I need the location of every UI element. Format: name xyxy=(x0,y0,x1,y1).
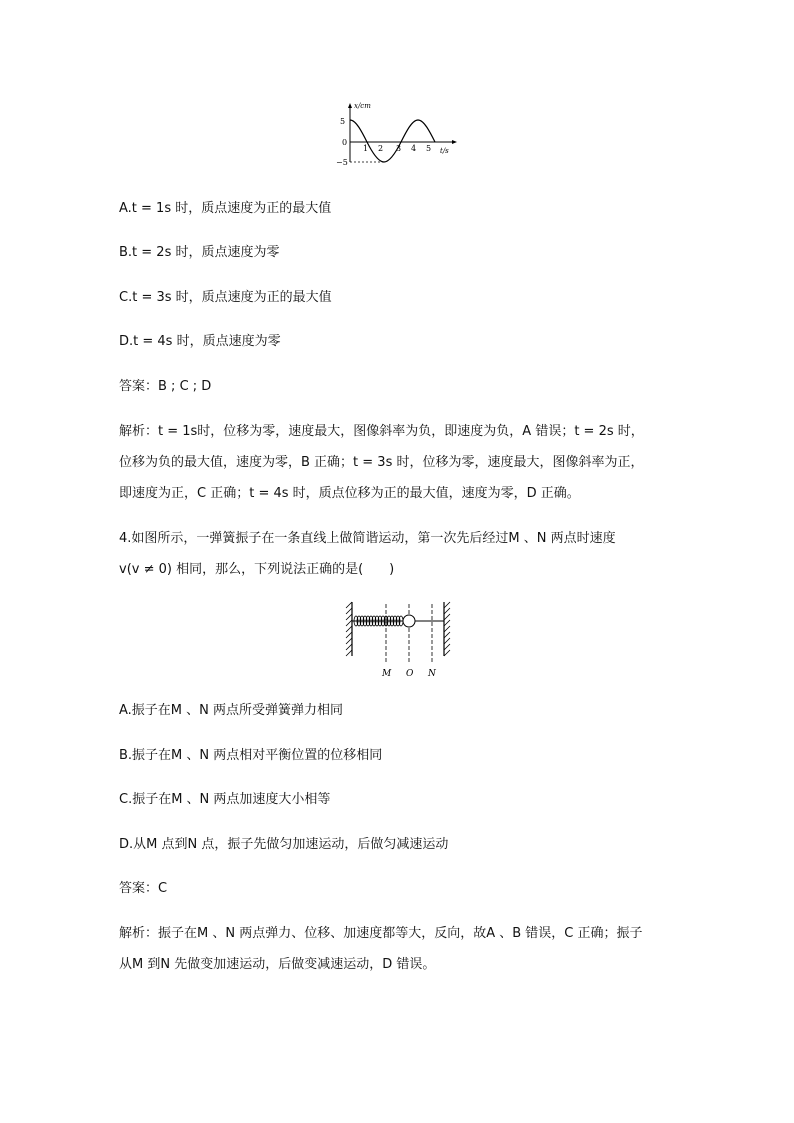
q4-analysis-line-2: 从M 到N 先做变加速运动，后做变减速运动，D 错误。 xyxy=(119,957,436,972)
displacement-time-graph xyxy=(336,100,460,168)
right-wall-hatch xyxy=(444,602,450,656)
label-n: N xyxy=(428,669,436,679)
q4-answer: 答案：C xyxy=(119,881,168,896)
x-tick-1: 1 xyxy=(363,144,369,153)
sine-curve xyxy=(350,120,435,162)
q3-option-a: A.t = 1s 时，质点速度为正的最大值 xyxy=(119,201,332,216)
x-axis-arrow xyxy=(452,140,457,144)
y-tick-neg5: −5 xyxy=(336,158,348,167)
left-wall-hatch xyxy=(346,602,352,656)
q4-option-c: C.振子在M 、N 两点加速度大小相等 xyxy=(119,792,331,807)
x-tick-3: 3 xyxy=(396,144,402,153)
oscillator-ball xyxy=(403,615,415,627)
q3-analysis-line-3: 即速度为正，C 正确；t = 4s 时，质点位移为正的最大值，速度为零，D 正确。 xyxy=(119,486,580,501)
q3-option-c: C.t = 3s 时，质点速度为正的最大值 xyxy=(119,290,332,305)
y-axis-label: x/cm xyxy=(354,102,371,110)
x-tick-2: 2 xyxy=(378,144,384,153)
y-tick-0: 0 xyxy=(342,138,348,147)
spring-oscillator-figure xyxy=(344,598,452,680)
q3-analysis-line-2: 位移为负的最大值，速度为零，B 正确；t = 3s 时，位移为零，速度最大，图像斜率为正， xyxy=(119,455,644,470)
x-axis-label: t/s xyxy=(440,147,449,155)
x-tick-5: 5 xyxy=(426,144,432,153)
label-o: O xyxy=(406,669,414,679)
q4-analysis-line-1: 解析：振子在M 、N 两点弹力、位移、加速度都等大，反向，故A 、B 错误，C 正确；振子 xyxy=(119,926,643,941)
q4-option-b: B.振子在M 、N 两点相对平衡位置的位移相同 xyxy=(119,748,383,763)
q4-option-a: A.振子在M 、N 两点所受弹簧弹力相同 xyxy=(119,703,344,718)
q3-answer: 答案：B ; C ; D xyxy=(119,379,212,394)
y-axis-arrow xyxy=(348,103,352,108)
q3-option-b: B.t = 2s 时，质点速度为零 xyxy=(119,245,280,260)
q4-question-line-1: 4.如图所示，一弹簧振子在一条直线上做简谐运动，第一次先后经过M 、N 两点时速度 xyxy=(119,531,616,546)
q3-option-d: D.t = 4s 时，质点速度为零 xyxy=(119,334,281,349)
label-m: M xyxy=(382,669,392,679)
x-tick-4: 4 xyxy=(411,144,417,153)
q4-question-line-2: v(v ≠ 0) 相同，那么，下列说法正确的是( ) xyxy=(119,562,395,577)
q4-option-d: D.从M 点到N 点，振子先做匀加速运动，后做匀减速运动 xyxy=(119,837,449,852)
y-tick-5: 5 xyxy=(340,117,346,126)
q3-analysis-line-1: 解析：t = 1s时，位移为零，速度最大，图像斜率为负，即速度为负，A 错误；t = 2s 时， xyxy=(119,424,644,439)
